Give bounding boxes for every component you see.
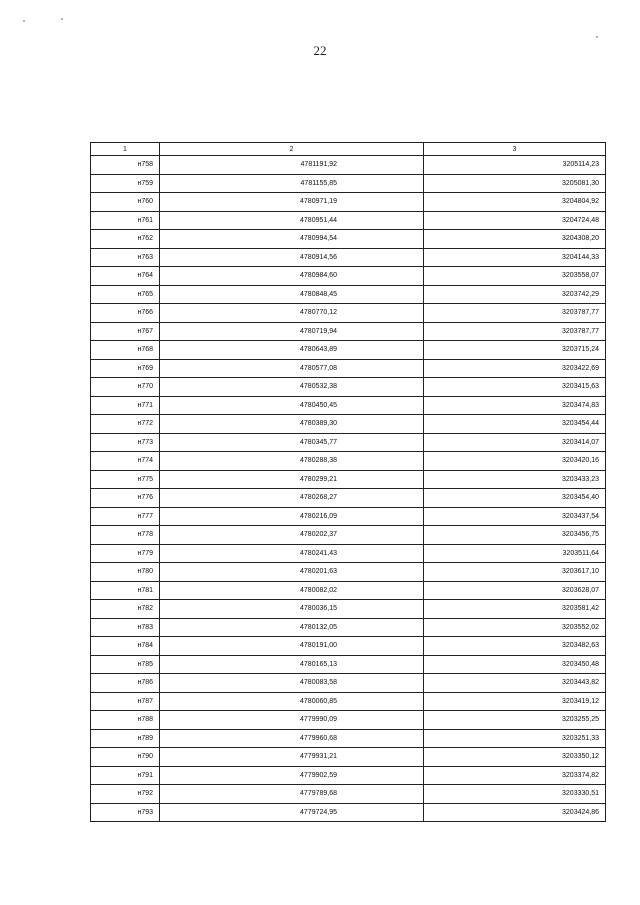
- table-body: [91, 156, 606, 822]
- x-coordinate-cell: 4780914,56: [160, 248, 424, 267]
- x-coordinate-cell: 4779931,21: [160, 748, 424, 767]
- table-row: [91, 211, 606, 230]
- point-name-cell: н758: [91, 156, 160, 175]
- y-coordinate-cell: 3203787,77: [424, 322, 606, 341]
- point-name-cell: н767: [91, 322, 160, 341]
- table-row: [91, 322, 606, 341]
- point-name-cell: н785: [91, 655, 160, 674]
- y-coordinate-cell: 3203422,69: [424, 359, 606, 378]
- table-row: [91, 304, 606, 323]
- x-coordinate-cell: 4780165,13: [160, 655, 424, 674]
- page-number: 22: [313, 43, 327, 58]
- x-coordinate-cell: 4780288,38: [160, 452, 424, 471]
- point-name-cell: н786: [91, 674, 160, 693]
- table-row: [91, 655, 606, 674]
- x-coordinate-cell: 4780345,77: [160, 433, 424, 452]
- y-coordinate-cell: 3204804,92: [424, 193, 606, 212]
- y-coordinate-cell: 3203437,54: [424, 507, 606, 526]
- x-coordinate-cell: 4779789,68: [160, 785, 424, 804]
- table-row: [91, 600, 606, 619]
- y-coordinate-cell: 3203350,12: [424, 748, 606, 767]
- y-coordinate-cell: 3203330,51: [424, 785, 606, 804]
- point-name-cell: н771: [91, 396, 160, 415]
- y-coordinate-cell: 3204308,20: [424, 230, 606, 249]
- point-name-cell: н764: [91, 267, 160, 286]
- table-row: [91, 489, 606, 508]
- y-coordinate-cell: 3203742,29: [424, 285, 606, 304]
- point-name-cell: н762: [91, 230, 160, 249]
- table-row: [91, 618, 606, 637]
- x-coordinate-cell: 4780848,45: [160, 285, 424, 304]
- table-row: [91, 193, 606, 212]
- y-coordinate-cell: 3205114,23: [424, 156, 606, 175]
- y-coordinate-cell: 3203558,07: [424, 267, 606, 286]
- x-coordinate-cell: 4780971,19: [160, 193, 424, 212]
- table-row: [91, 729, 606, 748]
- point-name-cell: н789: [91, 729, 160, 748]
- y-coordinate-cell: 3203454,44: [424, 415, 606, 434]
- table-row: [91, 507, 606, 526]
- y-coordinate-cell: 3203424,86: [424, 803, 606, 822]
- point-name-cell: н782: [91, 600, 160, 619]
- table-row: [91, 396, 606, 415]
- table-row: [91, 803, 606, 822]
- table-row: [91, 341, 606, 360]
- y-coordinate-cell: 3203450,48: [424, 655, 606, 674]
- x-coordinate-cell: 4780770,12: [160, 304, 424, 323]
- x-coordinate-cell: 4780719,94: [160, 322, 424, 341]
- x-coordinate-cell: 4779990,09: [160, 711, 424, 730]
- table-row: [91, 748, 606, 767]
- point-name-cell: н765: [91, 285, 160, 304]
- y-coordinate-cell: 3203456,75: [424, 526, 606, 545]
- scan-speck: [596, 36, 598, 38]
- column-header-1: 1: [91, 143, 160, 156]
- x-coordinate-cell: 4780994,54: [160, 230, 424, 249]
- point-name-cell: н779: [91, 544, 160, 563]
- x-coordinate-cell: 4780450,45: [160, 396, 424, 415]
- table-row: [91, 174, 606, 193]
- point-name-cell: н778: [91, 526, 160, 545]
- table-row: [91, 785, 606, 804]
- column-header-3: 3: [424, 143, 606, 156]
- coordinates-table: [90, 142, 606, 822]
- x-coordinate-cell: 4780083,58: [160, 674, 424, 693]
- table-row: [91, 526, 606, 545]
- y-coordinate-cell: 3203581,42: [424, 600, 606, 619]
- y-coordinate-cell: 3203255,25: [424, 711, 606, 730]
- point-name-cell: н775: [91, 470, 160, 489]
- point-name-cell: н772: [91, 415, 160, 434]
- point-name-cell: н770: [91, 378, 160, 397]
- table-row: [91, 637, 606, 656]
- point-name-cell: н776: [91, 489, 160, 508]
- column-header-2: 2: [160, 143, 424, 156]
- x-coordinate-cell: 4779960,68: [160, 729, 424, 748]
- y-coordinate-cell: 3203482,63: [424, 637, 606, 656]
- point-name-cell: н788: [91, 711, 160, 730]
- scan-speck: [61, 18, 63, 20]
- point-name-cell: н793: [91, 803, 160, 822]
- y-coordinate-cell: 3203414,07: [424, 433, 606, 452]
- y-coordinate-cell: 3203420,16: [424, 452, 606, 471]
- y-coordinate-cell: 3203251,33: [424, 729, 606, 748]
- point-name-cell: н773: [91, 433, 160, 452]
- y-coordinate-cell: 3203628,07: [424, 581, 606, 600]
- point-name-cell: н768: [91, 341, 160, 360]
- x-coordinate-cell: 4780201,63: [160, 563, 424, 582]
- table-row: [91, 544, 606, 563]
- y-coordinate-cell: 3203552,02: [424, 618, 606, 637]
- table-header-row: [91, 143, 606, 156]
- table-row: [91, 433, 606, 452]
- y-coordinate-cell: 3204724,48: [424, 211, 606, 230]
- y-coordinate-cell: 3203715,24: [424, 341, 606, 360]
- point-name-cell: н784: [91, 637, 160, 656]
- y-coordinate-cell: 3205081,30: [424, 174, 606, 193]
- x-coordinate-cell: 4781191,92: [160, 156, 424, 175]
- table-row: [91, 230, 606, 249]
- table-row: [91, 674, 606, 693]
- table-row: [91, 711, 606, 730]
- y-coordinate-cell: 3204144,33: [424, 248, 606, 267]
- point-name-cell: н774: [91, 452, 160, 471]
- x-coordinate-cell: 4780132,05: [160, 618, 424, 637]
- table-row: [91, 378, 606, 397]
- x-coordinate-cell: 4780532,38: [160, 378, 424, 397]
- x-coordinate-cell: 4780389,30: [160, 415, 424, 434]
- point-name-cell: н790: [91, 748, 160, 767]
- point-name-cell: н780: [91, 563, 160, 582]
- x-coordinate-cell: 4780299,21: [160, 470, 424, 489]
- x-coordinate-cell: 4780577,08: [160, 359, 424, 378]
- table-row: [91, 563, 606, 582]
- table-row: [91, 267, 606, 286]
- x-coordinate-cell: 4780951,44: [160, 211, 424, 230]
- y-coordinate-cell: 3203787,77: [424, 304, 606, 323]
- y-coordinate-cell: 3203617,10: [424, 563, 606, 582]
- table-row: [91, 415, 606, 434]
- table-row: [91, 470, 606, 489]
- x-coordinate-cell: 4780984,60: [160, 267, 424, 286]
- x-coordinate-cell: 4780643,89: [160, 341, 424, 360]
- point-name-cell: н769: [91, 359, 160, 378]
- point-name-cell: н760: [91, 193, 160, 212]
- point-name-cell: н766: [91, 304, 160, 323]
- x-coordinate-cell: 4779902,59: [160, 766, 424, 785]
- point-name-cell: н792: [91, 785, 160, 804]
- y-coordinate-cell: 3203415,63: [424, 378, 606, 397]
- point-name-cell: н759: [91, 174, 160, 193]
- y-coordinate-cell: 3203374,82: [424, 766, 606, 785]
- y-coordinate-cell: 3203433,23: [424, 470, 606, 489]
- point-name-cell: н787: [91, 692, 160, 711]
- table-row: [91, 692, 606, 711]
- x-coordinate-cell: 4780268,27: [160, 489, 424, 508]
- y-coordinate-cell: 3203443,82: [424, 674, 606, 693]
- table-row: [91, 156, 606, 175]
- x-coordinate-cell: 4780060,85: [160, 692, 424, 711]
- scan-speck: [23, 20, 25, 22]
- x-coordinate-cell: 4780036,15: [160, 600, 424, 619]
- point-name-cell: н761: [91, 211, 160, 230]
- x-coordinate-cell: 4780202,37: [160, 526, 424, 545]
- x-coordinate-cell: 4779724,95: [160, 803, 424, 822]
- point-name-cell: н791: [91, 766, 160, 785]
- x-coordinate-cell: 4780191,00: [160, 637, 424, 656]
- y-coordinate-cell: 3203474,83: [424, 396, 606, 415]
- y-coordinate-cell: 3203454,40: [424, 489, 606, 508]
- table-row: [91, 248, 606, 267]
- point-name-cell: н763: [91, 248, 160, 267]
- table-row: [91, 581, 606, 600]
- x-coordinate-cell: 4781155,85: [160, 174, 424, 193]
- y-coordinate-cell: 3203511,64: [424, 544, 606, 563]
- point-name-cell: н781: [91, 581, 160, 600]
- x-coordinate-cell: 4780241,43: [160, 544, 424, 563]
- table-row: [91, 285, 606, 304]
- table-row: [91, 359, 606, 378]
- x-coordinate-cell: 4780082,02: [160, 581, 424, 600]
- point-name-cell: н777: [91, 507, 160, 526]
- y-coordinate-cell: 3203419,12: [424, 692, 606, 711]
- table-row: [91, 766, 606, 785]
- point-name-cell: н783: [91, 618, 160, 637]
- x-coordinate-cell: 4780216,09: [160, 507, 424, 526]
- table-row: [91, 452, 606, 471]
